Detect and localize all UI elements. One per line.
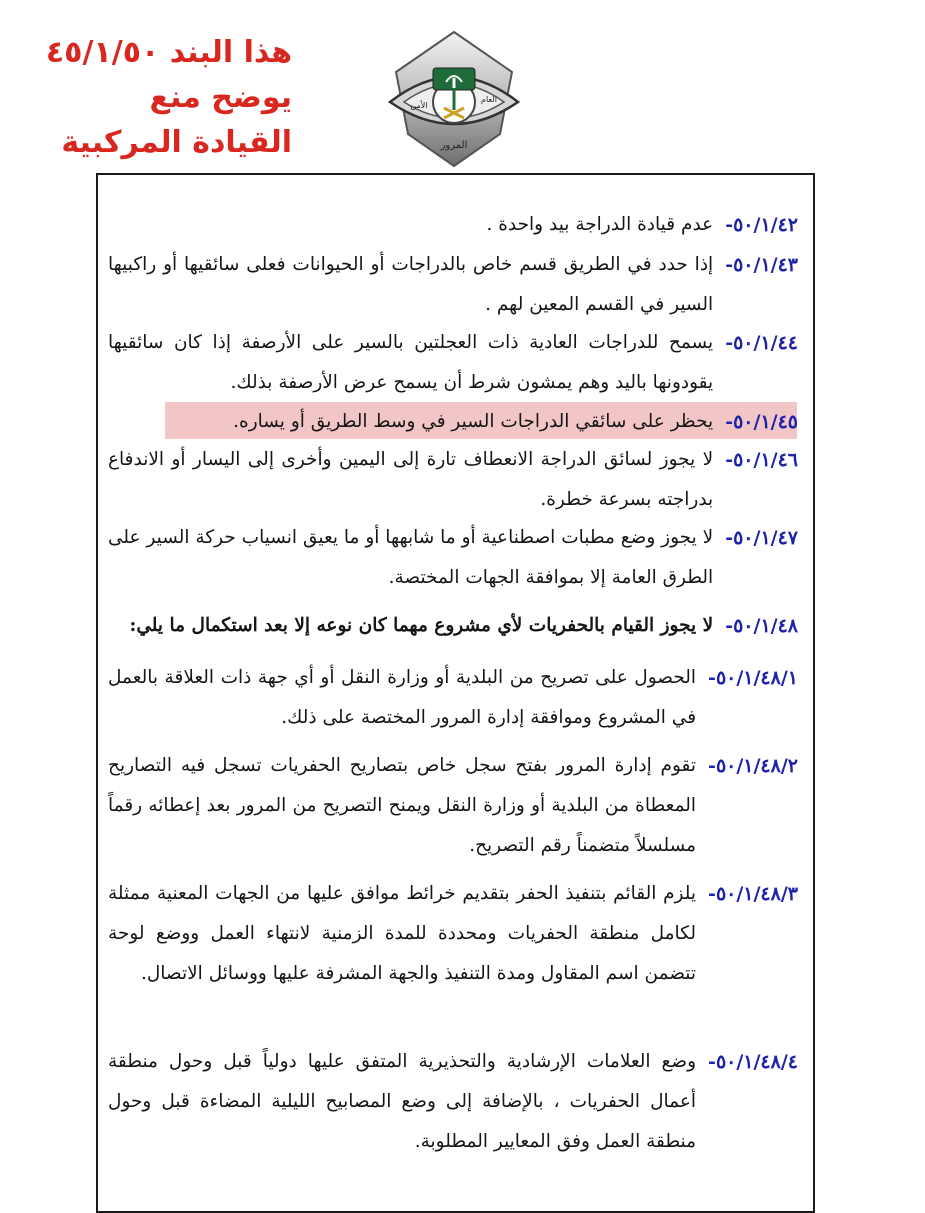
item-48-1 <box>108 658 798 738</box>
annotation-line-1: هذا البند ٤٥/١/٥٠ <box>45 35 292 70</box>
item-number: ٥٠/١/٤٨- <box>725 615 798 637</box>
emblem-label-bottom: المرور <box>440 140 468 151</box>
item-48 <box>108 606 798 646</box>
item-text: الحصول على تصريح من البلدية أو وزارة النقل أو أي جهة ذات العلاقة بالعمل في المشروع وموافقة إدارة المرور المختصة على ذلك. <box>108 667 697 728</box>
item-text: يسمح للدراجات العادية ذات العجلتين بالسير على الأرصفة إذا كان سائقيها يقودونها باليد وهم يمشون شرط أن يسمح عرض الأرصفة بذلك. <box>108 332 714 393</box>
item-number: ٥٠/١/٤٥- <box>725 411 798 433</box>
item-text: إذا حدد في الطريق قسم خاص بالدراجات أو الحيوانات فعلى سائقيها أو راكبيها السير في القسم المعين لهم . <box>108 254 714 315</box>
item-number: ٥٠/١/٤٨/٢- <box>708 755 798 777</box>
item-number: ٥٠/١/٤٨/٤- <box>708 1051 798 1073</box>
item-text: يلزم القائم بتنفيذ الحفر بتقديم خرائط موافق عليها من الجهات المعنية ممثلة لكامل منطقة الحفريات ومحددة للمدة الزمنية لانتهاء العمل ووضع لوحة تتضمن اسم المقاول ومدة التنفيذ والجهة المشرفة عليها ووسائل الاتصال. <box>108 883 697 984</box>
item-47 <box>108 518 798 598</box>
traffic-police-emblem-icon <box>386 30 522 168</box>
item-number: ٥٠/١/٤٦- <box>725 449 798 471</box>
item-48-4 <box>108 1042 798 1162</box>
item-text: لا يجوز القيام بالحفريات لأي مشروع مهما كان نوعه إلا بعد استكمال ما يلي: <box>129 615 714 636</box>
item-48-3 <box>108 874 798 994</box>
item-45 <box>108 402 798 442</box>
item-number: ٥٠/١/٤٤- <box>725 332 798 354</box>
item-text: يحظر على سائقي الدراجات السير في وسط الطريق أو يساره. <box>233 411 714 432</box>
item-text: عدم قيادة الدراجة بيد واحدة . <box>486 214 714 235</box>
annotation-line-3: القيادة المركبية <box>61 125 292 160</box>
item-48-2 <box>108 746 798 866</box>
item-text: تقوم إدارة المرور بفتح سجل خاص بتصاريح الحفريات تسجل فيه التصاريح المعطاة من البلدية أو وزارة النقل ويمنح التصريح من المرور بعد إعطائه رقماً مسلسلاً متضمناً رقم التصريح. <box>108 755 697 856</box>
item-text: لا يجوز وضع مطبات اصطناعية أو ما شابهها أو ما يعيق انسياب حركة السير على الطرق العامة إلا بموافقة الجهات المختصة. <box>107 527 714 588</box>
item-number: ٥٠/١/٤٢- <box>725 214 798 236</box>
item-number: ٥٠/١/٤٣- <box>725 254 798 276</box>
item-43 <box>108 245 798 325</box>
annotation-line-2: يوضح منع <box>149 80 292 115</box>
emblem-label-left: العام <box>481 95 497 104</box>
item-text: وضع العلامات الإرشادية والتحذيرية المتفق عليها دولياً قبل وحول منطقة أعمال الحفريات ، بالإضافة إلى وضع المصابيح الليلية المضاءة قبل وحول منطقة العمل وفق المعايير المطلوبة. <box>108 1051 697 1152</box>
title-annotation <box>45 30 292 165</box>
item-number: ٥٠/١/٤٨/٣- <box>708 883 798 905</box>
item-42 <box>108 205 798 245</box>
item-46 <box>108 440 798 520</box>
item-number: ٥٠/١/٤٨/١- <box>708 667 798 689</box>
item-text: لا يجوز لسائق الدراجة الانعطاف تارة إلى اليمين وأخرى إلى اليسار أو الاندفاع بدراجته بسرعة خطرة. <box>108 449 714 510</box>
item-44 <box>108 323 798 403</box>
emblem-label-right: الأمن <box>410 101 428 110</box>
item-number: ٥٠/١/٤٧- <box>725 527 798 549</box>
